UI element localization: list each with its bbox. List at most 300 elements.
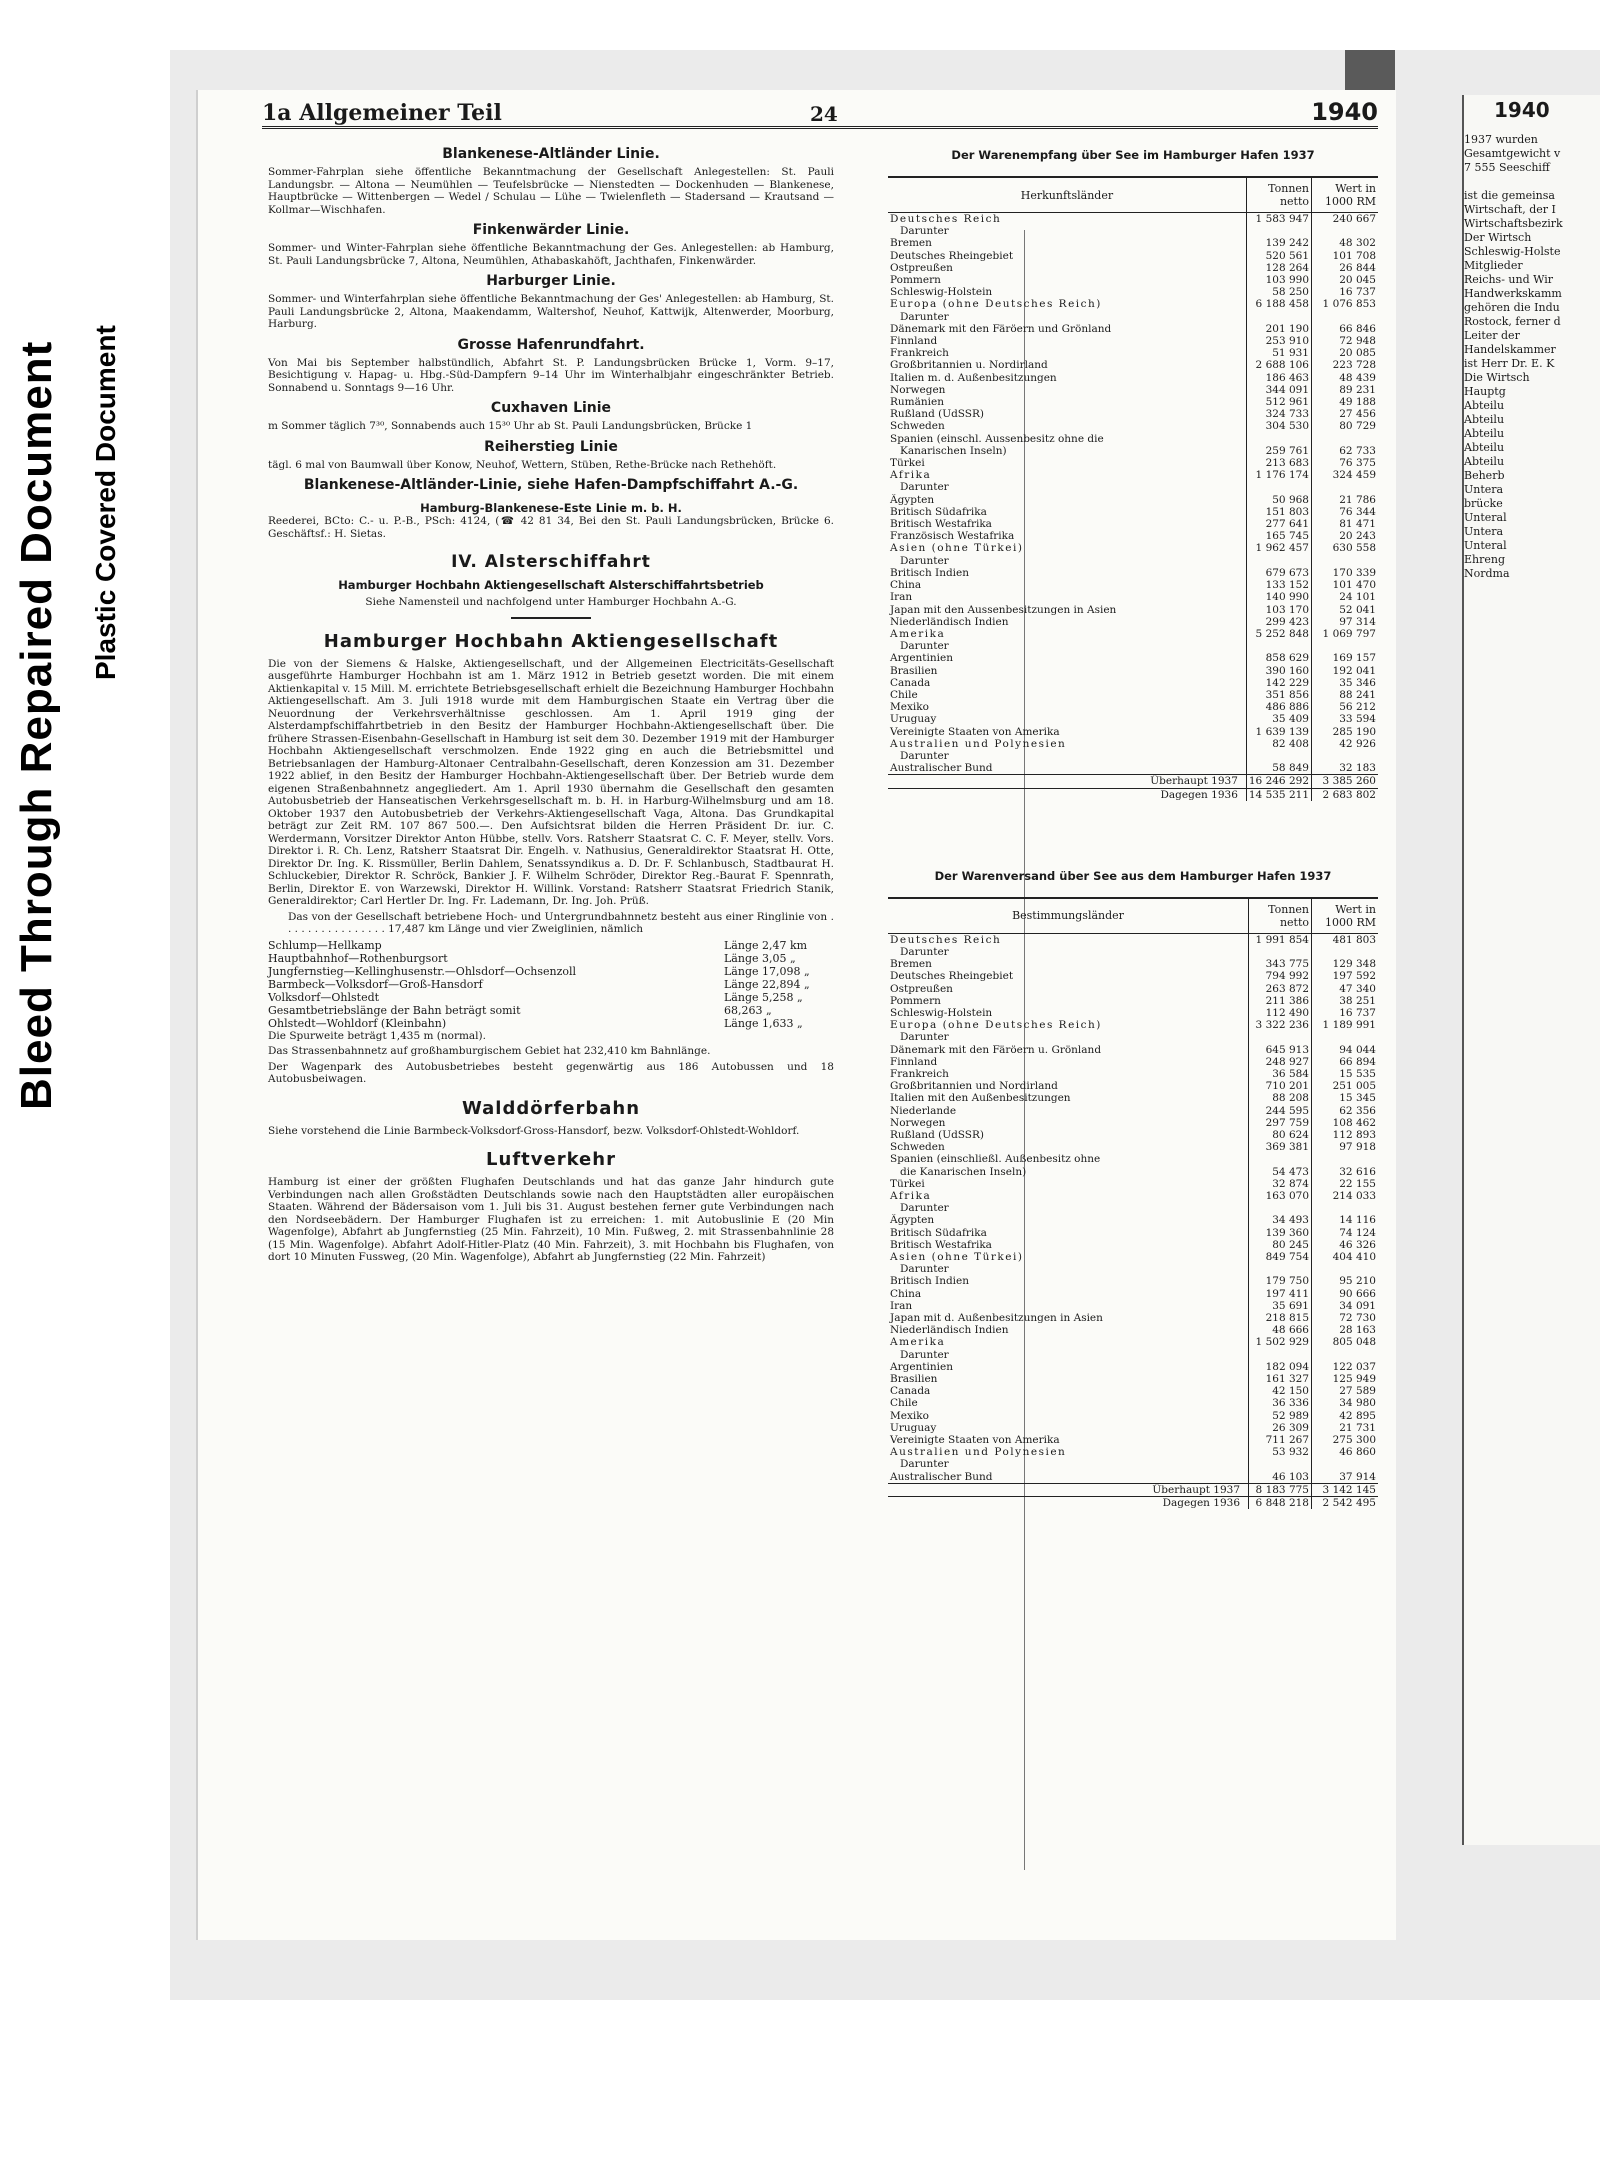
table-row — [888, 494, 1378, 506]
total-value: 14 535 211 — [1246, 788, 1311, 801]
value-cell: 38 251 — [1312, 995, 1379, 1007]
country-cell: Argentinien — [890, 652, 953, 665]
total-value: 8 183 775 — [1249, 1483, 1312, 1496]
table-row — [888, 542, 1378, 554]
tonnes-cell: 710 201 — [1249, 1080, 1312, 1092]
value-cell: 125 949 — [1312, 1373, 1379, 1385]
country-cell: Norwegen — [890, 1116, 946, 1129]
table-row — [888, 347, 1378, 359]
tonnes-cell: 344 091 — [1246, 384, 1311, 396]
tonnes-cell: 197 411 — [1249, 1288, 1312, 1300]
tonnes-cell: 139 360 — [1249, 1227, 1312, 1239]
value-cell — [1312, 946, 1379, 958]
table-row — [888, 1385, 1378, 1397]
col-header-tonnes: Tonnen netto — [1249, 898, 1312, 934]
tonnes-cell: 1 502 929 — [1249, 1336, 1312, 1348]
value-cell: 805 048 — [1312, 1336, 1379, 1348]
tonnes-cell: 35 691 — [1249, 1300, 1312, 1312]
country-cell: Australien und Polynesien — [890, 737, 1067, 750]
line-length-row — [268, 952, 834, 965]
table-row — [888, 946, 1378, 958]
table-row — [888, 640, 1378, 652]
country-cell: Italien mit den Außenbesitzungen — [890, 1092, 1071, 1105]
value-cell: 27 589 — [1312, 1385, 1379, 1397]
tonnes-cell: 35 409 — [1246, 713, 1311, 725]
table-row — [888, 1397, 1378, 1409]
value-cell: 129 348 — [1312, 958, 1379, 970]
table-row — [888, 1129, 1378, 1141]
cuxhaven-title: Cuxhaven Linie — [490, 400, 612, 416]
tonnes-cell — [1246, 750, 1311, 762]
table-row — [888, 1263, 1378, 1275]
fragment-line: Abteilu — [1464, 413, 1505, 426]
country-cell: Türkei — [890, 457, 925, 470]
tonnes-cell: 142 229 — [1246, 677, 1311, 689]
value-cell: 20 045 — [1312, 274, 1379, 286]
tonnes-cell — [1246, 481, 1311, 493]
fragment-line: Handwerkskamm — [1464, 287, 1562, 300]
fragment-line: ist Herr Dr. E. K — [1464, 357, 1555, 370]
next-page-text — [1464, 98, 1600, 581]
next-page-year: 1940 — [1494, 98, 1550, 122]
country-cell: Schleswig-Holstein — [890, 1006, 993, 1019]
total-label: Überhaupt 1937 — [888, 1483, 1249, 1496]
value-cell: 15 345 — [1312, 1092, 1379, 1104]
este-title: Hamburg-Blankenese-Este Linie m. b. H. — [420, 501, 682, 515]
table-row — [888, 1275, 1378, 1287]
country-cell: Britisch Südafrika — [890, 1226, 987, 1239]
country-cell: Rußland (UdSSR) — [890, 408, 984, 421]
value-cell: 47 340 — [1312, 983, 1379, 995]
value-cell: 35 346 — [1312, 677, 1379, 689]
country-cell: Japan mit den Aussenbesitzungen in Asien — [890, 603, 1117, 616]
country-cell: Ägypten — [890, 493, 935, 506]
line-length-row — [268, 1017, 834, 1030]
value-cell — [1312, 1349, 1379, 1361]
table-row — [888, 262, 1378, 274]
fragment-line: Der Wirtsch — [1464, 231, 1532, 244]
rundfahrt-title: Grosse Hafenrundfahrt. — [457, 336, 645, 353]
tonnes-cell: 253 910 — [1246, 335, 1311, 347]
value-cell: 630 558 — [1312, 542, 1379, 554]
tonnes-cell: 213 683 — [1246, 457, 1311, 469]
left-column — [268, 140, 834, 1920]
fragment-line: Schleswig-Holste — [1464, 245, 1561, 258]
country-cell: Frankreich — [890, 347, 949, 360]
line-name: Ohlstedt—Wohldorf (Kleinbahn) — [268, 1016, 447, 1030]
tonnes-cell: 263 872 — [1249, 983, 1312, 995]
table-row — [888, 726, 1378, 738]
fragment-line: Untera — [1464, 525, 1504, 538]
fragment-line: Ehreng — [1464, 553, 1506, 566]
tonnes-cell: 520 561 — [1246, 250, 1311, 262]
table-row — [888, 1117, 1378, 1129]
tonnes-cell — [1246, 555, 1311, 567]
line-length-value: Länge 22,894 „ — [724, 977, 810, 991]
table-row — [888, 1044, 1378, 1056]
line-lengths — [268, 939, 834, 1030]
tonnes-cell: 139 242 — [1246, 237, 1311, 249]
col-header-value: Wert in 1000 RM — [1312, 898, 1379, 934]
fragment-line: Handelskammer — [1464, 343, 1556, 356]
fragment-line: Die Wirtsch — [1464, 371, 1530, 384]
section-title: 1a Allgemeiner Teil — [262, 100, 502, 126]
table-row — [888, 530, 1378, 542]
col-header-destination: Bestimmungsländer — [888, 898, 1249, 934]
netz-intro: Das von der Gesellschaft betriebene Hoch- und Untergrundbahnnetz besteht aus einer Ringlinie von . . . . . . . . . . . . . . . . 17,487 km Länge und vier Zweiglinien, nämlich — [288, 910, 834, 935]
tonnes-cell — [1249, 1263, 1312, 1275]
tonnes-cell: 486 886 — [1246, 701, 1311, 713]
value-cell: 101 470 — [1312, 579, 1379, 591]
table-row — [888, 1373, 1378, 1385]
table-row — [888, 286, 1378, 298]
value-cell: 169 157 — [1312, 652, 1379, 664]
value-cell: 72 730 — [1312, 1312, 1379, 1324]
country-cell: Australischer Bund — [890, 1470, 993, 1483]
table-row — [888, 1251, 1378, 1263]
table-row — [888, 665, 1378, 677]
tonnes-cell: 351 856 — [1246, 689, 1311, 701]
tonnes-cell: 343 775 — [1249, 958, 1312, 970]
total-row — [888, 775, 1378, 788]
country-cell: Britisch Südafrika — [890, 505, 987, 518]
table-row — [888, 213, 1378, 226]
tonnes-cell: 2 688 106 — [1246, 359, 1311, 371]
total-value: 3 385 260 — [1312, 775, 1379, 788]
value-cell: 16 737 — [1312, 1007, 1379, 1019]
country-cell: Iran — [890, 1299, 913, 1312]
line-name: Hauptbahnhof—Rothenburgsort — [268, 951, 448, 965]
line-length-row — [268, 965, 834, 978]
value-cell — [1312, 311, 1379, 323]
table-row — [888, 995, 1378, 1007]
plastic-covered-stamp: Plastic Covered Document — [90, 325, 121, 680]
total-label: Dagegen 1936 — [888, 1497, 1249, 1510]
line-name: Barmbeck—Volksdorf—Groß-Hansdorf — [268, 977, 483, 991]
fragment-line: Hauptg — [1464, 385, 1506, 398]
total-row — [888, 788, 1378, 801]
value-cell: 170 339 — [1312, 567, 1379, 579]
table-row — [888, 689, 1378, 701]
blankenese-text: Sommer-Fahrplan siehe öffentliche Bekanntmachung der Gesellschaft Anlegestellen: St. Pauli Landungsbr. — Altona — Neumühlen — Teufelsbrücke — Nienstedten — Dockenhuden — Blankenese, Hauptbrücke — Wittenbergen — Wedel / Schulau — Lühe — Twielenfleth — Stadersand — Krautsand — Kollmar—Wischhafen. — [268, 166, 834, 216]
value-cell: 26 844 — [1312, 262, 1379, 274]
value-cell: 112 893 — [1312, 1129, 1379, 1141]
country-cell: Deutsches Rheingebiet — [890, 970, 1014, 983]
tonnes-cell: 679 673 — [1246, 567, 1311, 579]
table-row — [888, 311, 1378, 323]
table-row — [888, 701, 1378, 713]
total-value: 2 542 495 — [1312, 1497, 1379, 1510]
table-row — [888, 274, 1378, 286]
tonnes-cell: 51 931 — [1246, 347, 1311, 359]
tonnes-cell: 324 733 — [1246, 408, 1311, 420]
table-row — [888, 408, 1378, 420]
tonnes-cell: 161 327 — [1249, 1373, 1312, 1385]
tonnes-cell — [1246, 225, 1311, 237]
country-cell: Dänemark mit den Färöern u. Grönland — [890, 1043, 1102, 1056]
bleed-through-stamp: Bleed Through Repaired Document — [12, 340, 61, 1110]
fragment-line: Leiter der — [1464, 329, 1520, 342]
table-row — [888, 1446, 1378, 1458]
table-row — [888, 469, 1378, 481]
table-row — [888, 359, 1378, 371]
value-cell: 46 326 — [1312, 1239, 1379, 1251]
tonnes-cell: 369 381 — [1249, 1141, 1312, 1153]
country-cell: Chile — [890, 1397, 918, 1410]
table-row — [888, 1166, 1378, 1178]
col-header-tonnes: Tonnen netto — [1246, 177, 1311, 213]
tonnes-cell: 80 624 — [1249, 1129, 1312, 1141]
table-row — [888, 481, 1378, 493]
country-cell: Britisch Indien — [890, 566, 970, 579]
alster-title: IV. Alsterschiffahrt — [451, 552, 651, 572]
table-row — [888, 384, 1378, 396]
fragment-line: Wirtschaftsbezirk — [1464, 217, 1563, 230]
tonnes-cell: 1 639 139 — [1246, 726, 1311, 738]
country-cell: Niederländisch Indien — [890, 615, 1009, 628]
table-row — [888, 628, 1378, 640]
value-cell: 32 183 — [1312, 762, 1379, 775]
table-row — [888, 677, 1378, 689]
table-row — [888, 762, 1378, 775]
reiherstieg-text: tägl. 6 mal von Baumwall über Konow, Neuhof, Wettern, Stüben, Rethe-Brücke nach Rethehöft. — [268, 458, 777, 471]
tonnes-cell: 179 750 — [1249, 1275, 1312, 1287]
country-cell: Deutsches Reich — [890, 213, 1002, 225]
value-cell: 122 037 — [1312, 1361, 1379, 1373]
tonnes-cell — [1249, 1202, 1312, 1214]
table-row — [888, 713, 1378, 725]
tonnes-cell: 26 309 — [1249, 1422, 1312, 1434]
tonnes-cell: 140 990 — [1246, 591, 1311, 603]
value-cell: 275 300 — [1312, 1434, 1379, 1446]
tonnes-cell: 248 927 — [1249, 1056, 1312, 1068]
table-row — [888, 970, 1378, 982]
country-cell: Italien m. d. Außenbesitzungen — [890, 371, 1057, 384]
tonnes-cell: 211 386 — [1249, 995, 1312, 1007]
country-cell: Afrika — [890, 469, 932, 482]
value-cell: 33 594 — [1312, 713, 1379, 725]
fragment-line: Beherb — [1464, 469, 1505, 482]
tonnes-cell: 1 991 854 — [1249, 933, 1312, 946]
tonnes-cell: 304 530 — [1246, 420, 1311, 432]
tonnes-cell: 201 190 — [1246, 323, 1311, 335]
total-row — [888, 1497, 1378, 1510]
line-name: Schlump—Hellkamp — [268, 938, 382, 952]
table-row — [888, 1007, 1378, 1019]
value-cell: 21 786 — [1312, 494, 1379, 506]
tonnes-cell: 52 989 — [1249, 1410, 1312, 1422]
country-cell: Argentinien — [890, 1360, 953, 1373]
tonnes-cell: 88 208 — [1249, 1092, 1312, 1104]
value-cell: 214 033 — [1312, 1190, 1379, 1202]
value-cell: 72 948 — [1312, 335, 1379, 347]
tonnes-cell: 46 103 — [1249, 1471, 1312, 1484]
table-row — [888, 1178, 1378, 1190]
next-page-fragment — [1462, 95, 1600, 1845]
tonnes-cell: 103 170 — [1246, 604, 1311, 616]
fragment-line: Abteilu — [1464, 441, 1505, 454]
country-cell: Vereinigte Staaten von Amerika — [890, 1434, 1060, 1447]
total-value: 6 848 218 — [1249, 1497, 1312, 1510]
table-row — [888, 457, 1378, 469]
country-cell: Bremen — [890, 958, 932, 971]
tonnes-cell: 277 641 — [1246, 518, 1311, 530]
tonnes-cell: 6 188 458 — [1246, 298, 1311, 310]
country-cell: Darunter — [900, 1031, 949, 1044]
fragment-line: 1937 wurden — [1464, 133, 1538, 146]
value-cell: 62 356 — [1312, 1105, 1379, 1117]
spurweite: Die Spurweite beträgt 1,435 m (normal). — [268, 1029, 486, 1042]
fragment-line: ist die gemeinsa — [1464, 189, 1555, 202]
country-cell: Spanien (einschließl. Außenbesitz ohne — [890, 1153, 1101, 1166]
tonnes-cell: 244 595 — [1249, 1105, 1312, 1117]
table-row — [888, 1105, 1378, 1117]
value-cell: 48 302 — [1312, 237, 1379, 249]
tonnes-cell: 48 666 — [1249, 1324, 1312, 1336]
country-cell: Darunter — [900, 554, 949, 567]
tonnes-cell: 794 992 — [1249, 970, 1312, 982]
tonnes-cell: 58 849 — [1246, 762, 1311, 775]
tonnes-cell: 54 473 — [1249, 1166, 1312, 1178]
table-row — [888, 750, 1378, 762]
table-row — [888, 604, 1378, 616]
country-cell: die Kanarischen Inseln) — [900, 1165, 1027, 1178]
value-cell: 76 344 — [1312, 506, 1379, 518]
harburger-text: Sommer- und Winterfahrplan siehe öffentliche Bekanntmachung der Ges' Anlegestellen: ab Hamburg, St. Pauli Landungsbrücke 2, Altona, Maakendamm, Waltershof, Neuhof, Kattwijk, Altenwerder, Moorburg, Harburg. — [268, 293, 834, 330]
table-row — [888, 323, 1378, 335]
table-row — [888, 1056, 1378, 1068]
line-length-row — [268, 939, 834, 952]
table-row — [888, 1141, 1378, 1153]
tonnes-cell: 163 070 — [1249, 1190, 1312, 1202]
walddoerfer-text: Siehe vorstehend die Linie Barmbeck-Volksdorf-Gross-Hansdorf, bezw. Volksdorf-Ohlstedt-Wohldorf. — [268, 1124, 800, 1137]
country-cell: Darunter — [900, 1263, 949, 1276]
line-length-value: Länge 1,633 „ — [724, 1016, 803, 1030]
value-cell — [1312, 433, 1379, 445]
table-row — [888, 1349, 1378, 1361]
blankenese-reference: Blankenese-Altländer-Linie, siehe Hafen-Dampfschiffahrt A.-G. — [303, 477, 799, 493]
country-cell: Rußland (UdSSR) — [890, 1129, 984, 1141]
country-cell: Australien und Polynesien — [890, 1446, 1067, 1459]
document-page — [196, 90, 1396, 1940]
blankenese-title: Blankenese-Altländer Linie. — [442, 146, 660, 162]
value-cell — [1312, 1458, 1379, 1470]
country-cell: Canada — [890, 676, 931, 689]
total-value: 16 246 292 — [1246, 775, 1311, 788]
country-cell: Mexiko — [890, 1409, 929, 1422]
reiherstieg-title: Reiherstieg Linie — [484, 438, 618, 455]
tonnes-cell: 1 962 457 — [1246, 542, 1311, 554]
country-cell: Darunter — [900, 1202, 949, 1215]
value-cell: 97 314 — [1312, 616, 1379, 628]
tonnes-cell: 512 961 — [1246, 396, 1311, 408]
country-cell: Asien (ohne Türkei) — [890, 1251, 1024, 1264]
country-cell: Amerika — [890, 627, 946, 640]
fragment-line: brücke — [1464, 497, 1503, 510]
tonnes-cell: 3 322 236 — [1249, 1019, 1312, 1031]
value-cell: 1 189 991 — [1312, 1019, 1379, 1031]
value-cell: 81 471 — [1312, 518, 1379, 530]
table-row — [888, 335, 1378, 347]
value-cell: 97 918 — [1312, 1141, 1379, 1153]
value-cell: 89 231 — [1312, 384, 1379, 396]
side-stamps — [0, 180, 150, 1130]
tonnes-cell: 858 629 — [1246, 652, 1311, 664]
finkenwerder-title: Finkenwärder Linie. — [472, 222, 630, 238]
country-cell: Darunter — [900, 481, 949, 494]
value-cell: 101 708 — [1312, 250, 1379, 262]
table-row — [888, 518, 1378, 530]
fragment-line: Nordma — [1464, 567, 1510, 580]
table-row — [888, 298, 1378, 310]
table-row — [888, 1080, 1378, 1092]
total-value: 2 683 802 — [1312, 788, 1379, 801]
tonnes-cell: 182 094 — [1249, 1361, 1312, 1373]
country-cell: Niederlande — [890, 1104, 957, 1117]
country-cell: Frankreich — [890, 1067, 949, 1080]
country-cell: Britisch Westafrika — [890, 1238, 992, 1251]
value-cell — [1312, 555, 1379, 567]
line-length-value: 68,263 „ — [724, 1003, 772, 1017]
table-row — [888, 1288, 1378, 1300]
country-cell: Iran — [890, 591, 913, 604]
tonnes-cell: 711 267 — [1249, 1434, 1312, 1446]
finkenwerder-text: Sommer- und Winter-Fahrplan siehe öffentliche Bekanntmachung der Ges. Anlegestellen: ab Hamburg, St. Pauli Landungsbrücke 7, Altona, Neumühlen, Athabaskahöft, Jachthafen, Finkenwärder. — [268, 242, 834, 267]
line-length-value: Länge 5,258 „ — [724, 990, 803, 1004]
table-row — [888, 1031, 1378, 1043]
value-cell: 62 733 — [1312, 445, 1379, 457]
table-row — [888, 652, 1378, 664]
value-cell: 42 926 — [1312, 738, 1379, 750]
table-row — [888, 1434, 1378, 1446]
tonnes-cell: 50 968 — [1246, 494, 1311, 506]
table-row — [888, 1019, 1378, 1031]
country-cell: Asien (ohne Türkei) — [890, 542, 1024, 555]
value-cell: 20 243 — [1312, 530, 1379, 542]
luftverkehr-text: Hamburg ist einer der größten Flughafen Deutschlands und hat das ganze Jahr hindurch gute Verbindungen nach allen Großstädten Deutschlands sowie nach den Hauptstädten aller europäischen Staaten. Während der Bädersaison vom 1. Juli bis 31. August bestehen ferner gute Verbindungen nach den Nordseebädern. Der Hamburger Flughafen ist zu erreichen: 1. mit Autobuslinie E (20 Min Wagenfolge), Abfahrt ab Jungfernstieg (25 Min. Fahrzeit), 10 Min. Fußweg, 2. mit Strassenbahnlinie 28 (15 Min. Wagenfolge). Abfahrt Adolf-Hitler-Platz (40 Min. Fahrzeit), 3. mit Hochbahn bis Flughafen, von dort 10 Minuten Fussweg, (20 Min. Wagenfolge), Abfahrt ab Jungfernstieg (22 Min. Fahrzeit) — [268, 1176, 834, 1263]
value-cell: 80 729 — [1312, 420, 1379, 432]
table-row — [888, 1458, 1378, 1470]
country-cell: Deutsches Reich — [890, 933, 1002, 946]
country-cell: Chile — [890, 688, 918, 701]
value-cell: 74 124 — [1312, 1227, 1379, 1239]
value-cell: 66 846 — [1312, 323, 1379, 335]
country-cell: Großbritannien und Nordirland — [890, 1080, 1058, 1093]
hochbahn-text: Die von der Siemens & Halske, Aktiengesellschaft, und der Allgemeinen Electricitäts-Gesellschaft ausgeführte Hamburger Hochbahn ist am 1. März 1912 in Betrieb gesetzt worden. Die mit einem Aktienkapital v. 15 Mill. M. errichtete Betriebsgesellschaft erhielt die Bezeichnung Hamburger Hochbahn Aktiengesellschaft. Am 3. Juli 1918 wurde mit dem Hamburgischen Staate ein Vertrag über die Neuordnung der Verkehrsverhältnisse geschlossen. Am 1. April 1919 ging der Alsterdampfschiffahrtbetrieb in den Besitz der Hamburger Hochbahn-Aktiengesellschaft über. Die frühere Strassen-Eisenbahn-Gesellschaft in Hamburg ist seit dem 30. Dezember 1919 mit der Hamburger Hochbahn Aktiengesellschaft verschmolzen. Ende 1922 ging en auch die Betriebsmittel und Betriebsanlagen der Hamburg-Altonaer Centralbahn-Gesellschaft, deren Konzession am 31. Dezember 1922 ablief, in den Besitz der Hamburger Hochbahn-Aktiengesellschaft über. Der Betrieb wurde dem eigenen Straßenbahnnetz angegliedert. Am 1. April 1930 übernahm die Gesellschaft den gesamten Autobusbetrieb der Hanseatischen Verkehrsgesellschaft m. b. H. in Harburg-Wilhelmsburg und am 18. Oktober 1937 den Autobusbetrieb der Verkehrs-Aktiengesellschaft Vaga, Altona. Das Grundkapital beträgt zur Zeit RM. 107 867 500.—. Den Aufsichtsrat bilden die Herren Präsident Dr. iur. C. Werdermann, Vorsitzer Direktor Anton Hübbe, stellv. Vors. Ratsherr Staatsrat C. C. F. Meyer, stellv. Vors. Direktor i. R. Ch. Lenz, Ratsherr Staatsrat Dir. Engelh. v. Nathusius, Generaldirektor Staatsrat H. Otte, Direktor Dr. Ing. K. Rissmüller, Berlin Dahlem, Senatssyndikus a. D. Dr. F. Schlanbusch, Stadtbaurat H. Schluckebier, Direktor R. Schröck, Bankier J. F. Wilhelm Schröder, Direktor Reg.-Baurat F. Spennrath, Berlin, Direktor E. von Warzewski, Direktor H. Willink. Vorstand: Ratsherr Staatsrat Friedrich Stanik, Generaldirektor; Carl Hertler Dr. Ing. Fr. Lademann, Dr. Ing. Joh. Prüß. — [268, 657, 834, 907]
fragment-line: Reichs- und Wir — [1464, 273, 1554, 286]
value-cell — [1312, 1031, 1379, 1043]
tonnes-cell: 32 874 — [1249, 1178, 1312, 1190]
value-cell: 20 085 — [1312, 347, 1379, 359]
country-cell: Niederländisch Indien — [890, 1324, 1009, 1337]
value-cell: 34 980 — [1312, 1397, 1379, 1409]
country-cell: Schweden — [890, 420, 945, 433]
fragment-line: Wirtschaft, der I — [1464, 203, 1556, 216]
tonnes-cell: 34 493 — [1249, 1214, 1312, 1226]
fragment-line: Unteral — [1464, 511, 1507, 524]
table-row — [888, 1202, 1378, 1214]
table-row — [888, 1092, 1378, 1104]
value-cell: 22 155 — [1312, 1178, 1379, 1190]
table-row — [888, 433, 1378, 445]
table-row — [888, 1312, 1378, 1324]
country-cell: Europa (ohne Deutsches Reich) — [890, 298, 1102, 311]
tonnes-cell: 58 250 — [1246, 286, 1311, 298]
table-row — [888, 372, 1378, 384]
tonnes-cell: 151 803 — [1246, 506, 1311, 518]
value-cell: 48 439 — [1312, 372, 1379, 384]
table-row — [888, 1227, 1378, 1239]
